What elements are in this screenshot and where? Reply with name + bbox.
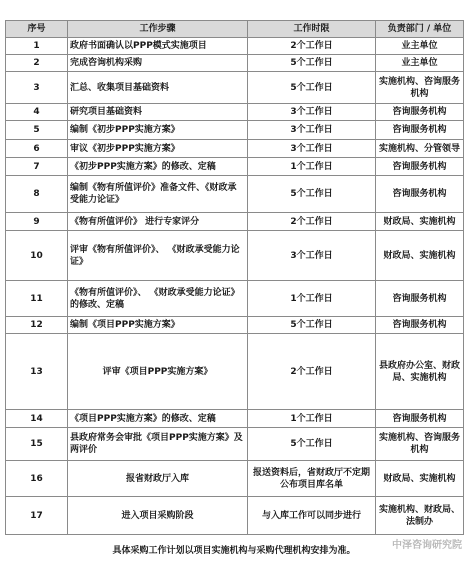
table-row xyxy=(6,38,464,55)
row-time: 报送资料后，省财政厅不定期公布项目库名单 xyxy=(248,461,376,497)
header-time: 工作时限 xyxy=(248,21,376,38)
row-no: 11 xyxy=(6,281,68,317)
table-row xyxy=(6,461,464,497)
row-dept: 咨询服务机构 xyxy=(376,317,464,334)
row-time: 1个工作日 xyxy=(248,158,376,176)
row-dept: 实施机构、咨询服务机构 xyxy=(376,72,464,104)
row-no: 13 xyxy=(6,334,68,410)
row-dept: 咨询服务机构 xyxy=(376,281,464,317)
table-row xyxy=(6,104,464,121)
row-step: 县政府常务会审批《项目PPP实施方案》及两评价 xyxy=(68,428,248,461)
row-dept: 县政府办公室、财政局、实施机构 xyxy=(376,334,464,410)
row-time: 3个工作日 xyxy=(248,140,376,158)
row-dept: 财政局、实施机构 xyxy=(376,461,464,497)
row-no: 12 xyxy=(6,317,68,334)
row-step: 汇总、收集项目基础资料 xyxy=(68,72,248,104)
row-step: 《初步PPP实施方案》的修改、定稿 xyxy=(68,158,248,176)
row-dept: 咨询服务机构 xyxy=(376,104,464,121)
row-step: 政府书面确认以PPP模式实施项目 xyxy=(68,38,248,55)
row-step: 完成咨询机构采购 xyxy=(68,55,248,72)
table-row xyxy=(6,231,464,281)
row-step: 《物有所值评价》 进行专家评分 xyxy=(68,213,248,231)
row-step: 《物有所值评价》、 《财政承受能力论证》的修改、定稿 xyxy=(68,281,248,317)
row-dept: 咨询服务机构 xyxy=(376,158,464,176)
footnote-caption: 具体采购工作计划以项目实施机构与采购代理机构安排为准。 xyxy=(112,546,356,556)
row-time: 5个工作日 xyxy=(248,317,376,334)
ppp-schedule-table xyxy=(5,20,464,535)
row-time: 5个工作日 xyxy=(248,176,376,213)
row-no: 1 xyxy=(6,38,68,55)
row-no: 8 xyxy=(6,176,68,213)
table-row xyxy=(6,281,464,317)
row-dept: 实施机构、咨询服务机构 xyxy=(376,428,464,461)
row-dept: 咨询服务机构 xyxy=(376,176,464,213)
header-step: 工作步骤 xyxy=(68,21,248,38)
row-step: 进入项目采购阶段 xyxy=(68,497,248,535)
row-time: 3个工作日 xyxy=(248,231,376,281)
row-dept: 咨询服务机构 xyxy=(376,410,464,428)
row-no: 3 xyxy=(6,72,68,104)
row-time: 5个工作日 xyxy=(248,428,376,461)
table-row xyxy=(6,317,464,334)
header-no: 序号 xyxy=(6,21,68,38)
row-no: 10 xyxy=(6,231,68,281)
row-time: 2个工作日 xyxy=(248,38,376,55)
row-time: 2个工作日 xyxy=(248,334,376,410)
row-time: 3个工作日 xyxy=(248,104,376,121)
row-dept: 业主单位 xyxy=(376,55,464,72)
row-no: 7 xyxy=(6,158,68,176)
row-time: 5个工作日 xyxy=(248,55,376,72)
row-dept: 财政局、实施机构 xyxy=(376,213,464,231)
table-row xyxy=(6,158,464,176)
table-row xyxy=(6,176,464,213)
table-row xyxy=(6,140,464,158)
row-time: 5个工作日 xyxy=(248,72,376,104)
row-time: 1个工作日 xyxy=(248,410,376,428)
row-time: 1个工作日 xyxy=(248,281,376,317)
row-step: 编制《物有所值评价》准备文件、《财政承受能力论证》 xyxy=(68,176,248,213)
row-step: 研究项目基础资料 xyxy=(68,104,248,121)
row-time: 与入库工作可以同步进行 xyxy=(248,497,376,535)
row-time: 3个工作日 xyxy=(248,121,376,140)
table-row xyxy=(6,428,464,461)
row-dept: 实施机构、财政局、法制办 xyxy=(376,497,464,535)
row-dept: 实施机构、分管领导 xyxy=(376,140,464,158)
table-row xyxy=(6,334,464,410)
watermark-logo: 中泽咨询研究院 xyxy=(392,540,462,551)
table-row xyxy=(6,121,464,140)
row-dept: 财政局、实施机构 xyxy=(376,231,464,281)
row-no: 16 xyxy=(6,461,68,497)
row-dept: 咨询服务机构 xyxy=(376,121,464,140)
row-dept: 业主单位 xyxy=(376,38,464,55)
row-time: 2个工作日 xyxy=(248,213,376,231)
row-step: 评审《项目PPP实施方案》 xyxy=(68,334,248,410)
table-header-row xyxy=(6,21,464,38)
row-no: 2 xyxy=(6,55,68,72)
row-no: 4 xyxy=(6,104,68,121)
row-step: 评审《物有所值评价》、 《财政承受能力论证》 xyxy=(68,231,248,281)
table-row xyxy=(6,410,464,428)
row-no: 9 xyxy=(6,213,68,231)
row-no: 17 xyxy=(6,497,68,535)
row-no: 14 xyxy=(6,410,68,428)
row-no: 5 xyxy=(6,121,68,140)
row-step: 编制《初步PPP实施方案》 xyxy=(68,121,248,140)
table-row xyxy=(6,55,464,72)
row-step: 报省财政厅入库 xyxy=(68,461,248,497)
row-step: 《项目PPP实施方案》的修改、定稿 xyxy=(68,410,248,428)
row-no: 15 xyxy=(6,428,68,461)
table-row xyxy=(6,72,464,104)
table-row xyxy=(6,497,464,535)
table-row xyxy=(6,213,464,231)
header-dept: 负责部门 / 单位 xyxy=(376,21,464,38)
row-step: 审议《初步PPP实施方案》 xyxy=(68,140,248,158)
row-no: 6 xyxy=(6,140,68,158)
row-step: 编制《项目PPP实施方案》 xyxy=(68,317,248,334)
